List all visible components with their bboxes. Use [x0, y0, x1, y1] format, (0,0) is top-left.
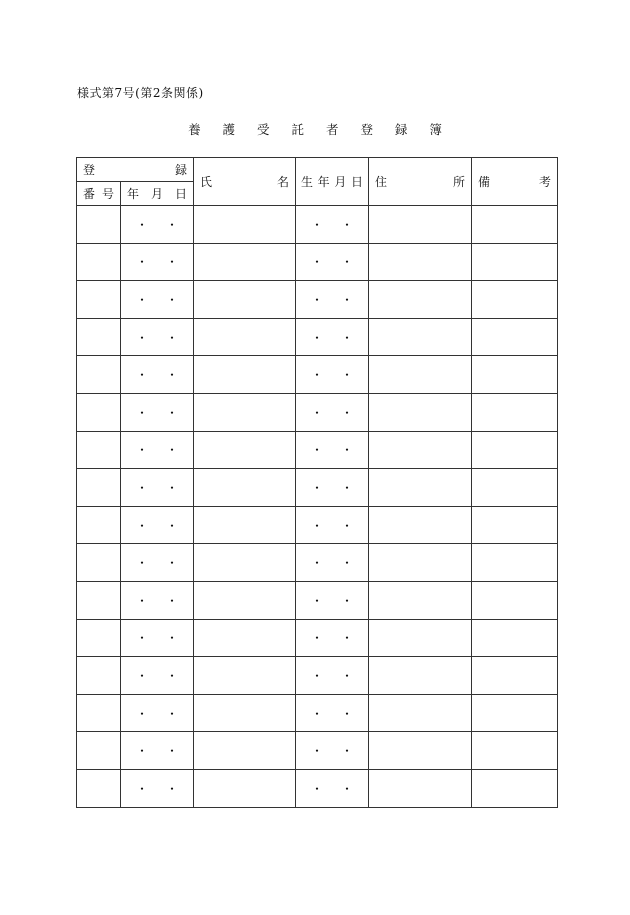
cell-name[interactable] [194, 356, 296, 394]
cell-address[interactable] [369, 769, 472, 807]
table-row [77, 431, 558, 469]
date-dot: ・ [341, 368, 354, 383]
date-separator-dots [121, 479, 193, 496]
date-dot: ・ [135, 255, 148, 270]
cell-name[interactable] [194, 206, 296, 244]
date-dot: ・ [166, 556, 179, 571]
cell-remarks[interactable] [472, 619, 558, 657]
table-row [77, 581, 558, 619]
cell-number[interactable] [77, 281, 121, 319]
cell-name[interactable] [194, 318, 296, 356]
header-birthdate: 生 年 月 日 [296, 158, 369, 206]
cell-address[interactable] [369, 694, 472, 732]
date-separator-dots [121, 366, 193, 383]
cell-name[interactable] [194, 769, 296, 807]
date-dot: ・ [166, 631, 179, 646]
cell-remarks[interactable] [472, 694, 558, 732]
cell-registration-date[interactable] [121, 393, 194, 431]
cell-number[interactable] [77, 318, 121, 356]
date-dot: ・ [166, 405, 179, 420]
date-separator-dots [121, 253, 193, 270]
register-table [76, 157, 558, 808]
date-dot: ・ [310, 593, 323, 608]
cell-address[interactable] [369, 469, 472, 507]
cell-registration-date[interactable] [121, 431, 194, 469]
cell-number[interactable] [77, 657, 121, 695]
date-separator-dots [296, 592, 368, 609]
header-registration: 登 録 [77, 158, 194, 182]
date-dot: ・ [135, 556, 148, 571]
date-dot: ・ [341, 593, 354, 608]
cell-remarks[interactable] [472, 544, 558, 582]
cell-number[interactable] [77, 431, 121, 469]
date-dot: ・ [166, 292, 179, 307]
cell-registration-date[interactable] [121, 732, 194, 770]
date-dot: ・ [310, 368, 323, 383]
table-row [77, 206, 558, 244]
date-separator-dots [121, 441, 193, 458]
date-separator-dots [121, 404, 193, 421]
date-dot: ・ [166, 255, 179, 270]
cell-birthdate[interactable] [296, 694, 369, 732]
cell-registration-date[interactable] [121, 356, 194, 394]
date-dot: ・ [135, 781, 148, 796]
cell-number[interactable] [77, 544, 121, 582]
cell-address[interactable] [369, 732, 472, 770]
cell-name[interactable] [194, 732, 296, 770]
cell-remarks[interactable] [472, 206, 558, 244]
date-dot: ・ [135, 706, 148, 721]
cell-remarks[interactable] [472, 506, 558, 544]
cell-number[interactable] [77, 243, 121, 281]
cell-name[interactable] [194, 506, 296, 544]
header-address: 住 所 [369, 158, 472, 206]
date-dot: ・ [135, 744, 148, 759]
cell-address[interactable] [369, 506, 472, 544]
date-dot: ・ [310, 706, 323, 721]
cell-name[interactable] [194, 694, 296, 732]
cell-address[interactable] [369, 544, 472, 582]
date-separator-dots [296, 629, 368, 646]
cell-name[interactable] [194, 657, 296, 695]
date-dot: ・ [135, 480, 148, 495]
cell-name[interactable] [194, 431, 296, 469]
cell-number[interactable] [77, 469, 121, 507]
cell-registration-date[interactable] [121, 318, 194, 356]
cell-remarks[interactable] [472, 732, 558, 770]
cell-address[interactable] [369, 431, 472, 469]
cell-number[interactable] [77, 732, 121, 770]
date-separator-dots [121, 629, 193, 646]
cell-birthdate[interactable] [296, 393, 369, 431]
cell-registration-date[interactable] [121, 694, 194, 732]
cell-number[interactable] [77, 581, 121, 619]
cell-remarks[interactable] [472, 469, 558, 507]
date-dot: ・ [166, 668, 179, 683]
date-dot: ・ [341, 480, 354, 495]
cell-name[interactable] [194, 469, 296, 507]
date-dot: ・ [341, 668, 354, 683]
cell-registration-date[interactable] [121, 281, 194, 319]
document-title: 養 護 受 託 者 登 録 簿 [188, 122, 451, 137]
date-separator-dots [296, 705, 368, 722]
date-dot: ・ [310, 518, 323, 533]
table-row [77, 243, 558, 281]
date-dot: ・ [135, 443, 148, 458]
date-dot: ・ [310, 330, 323, 345]
date-dot: ・ [341, 217, 354, 232]
cell-registration-date[interactable] [121, 619, 194, 657]
date-dot: ・ [166, 217, 179, 232]
cell-birthdate[interactable] [296, 469, 369, 507]
date-dot: ・ [135, 518, 148, 533]
date-dot: ・ [341, 292, 354, 307]
date-dot: ・ [166, 706, 179, 721]
cell-name[interactable] [194, 544, 296, 582]
date-dot: ・ [135, 217, 148, 232]
cell-number[interactable] [77, 506, 121, 544]
cell-address[interactable] [369, 206, 472, 244]
cell-registration-date[interactable] [121, 581, 194, 619]
cell-number[interactable] [77, 206, 121, 244]
date-dot: ・ [135, 405, 148, 420]
date-separator-dots [296, 366, 368, 383]
table-row [77, 544, 558, 582]
date-dot: ・ [310, 631, 323, 646]
cell-remarks[interactable] [472, 318, 558, 356]
date-dot: ・ [310, 217, 323, 232]
date-separator-dots [121, 667, 193, 684]
date-dot: ・ [310, 405, 323, 420]
cell-registration-date[interactable] [121, 506, 194, 544]
cell-birthdate[interactable] [296, 769, 369, 807]
cell-birthdate[interactable] [296, 431, 369, 469]
table-row [77, 356, 558, 394]
table-row [77, 732, 558, 770]
date-dot: ・ [310, 443, 323, 458]
date-separator-dots [296, 441, 368, 458]
cell-remarks[interactable] [472, 431, 558, 469]
cell-number[interactable] [77, 356, 121, 394]
date-separator-dots [296, 479, 368, 496]
date-separator-dots [296, 742, 368, 759]
date-dot: ・ [310, 255, 323, 270]
cell-address[interactable] [369, 581, 472, 619]
date-dot: ・ [341, 631, 354, 646]
cell-address[interactable] [369, 356, 472, 394]
cell-registration-date[interactable] [121, 243, 194, 281]
table-row [77, 281, 558, 319]
date-dot: ・ [341, 781, 354, 796]
date-dot: ・ [341, 405, 354, 420]
date-dot: ・ [341, 744, 354, 759]
date-dot: ・ [135, 330, 148, 345]
date-separator-dots [121, 216, 193, 233]
cell-address[interactable] [369, 243, 472, 281]
date-separator-dots [121, 742, 193, 759]
header-date: 年 月 日 [121, 182, 194, 206]
date-separator-dots [296, 253, 368, 270]
table-row [77, 619, 558, 657]
date-dot: ・ [341, 443, 354, 458]
date-dot: ・ [341, 330, 354, 345]
date-separator-dots [121, 780, 193, 797]
date-dot: ・ [310, 480, 323, 495]
cell-remarks[interactable] [472, 281, 558, 319]
date-dot: ・ [166, 368, 179, 383]
date-dot: ・ [341, 255, 354, 270]
date-separator-dots [121, 592, 193, 609]
cell-number[interactable] [77, 393, 121, 431]
date-dot: ・ [135, 593, 148, 608]
cell-remarks[interactable] [472, 393, 558, 431]
cell-birthdate[interactable] [296, 657, 369, 695]
cell-remarks[interactable] [472, 657, 558, 695]
cell-registration-date[interactable] [121, 769, 194, 807]
date-separator-dots [296, 554, 368, 571]
date-dot: ・ [341, 556, 354, 571]
table-row [77, 393, 558, 431]
cell-birthdate[interactable] [296, 544, 369, 582]
date-dot: ・ [310, 292, 323, 307]
cell-number[interactable] [77, 619, 121, 657]
cell-birthdate[interactable] [296, 281, 369, 319]
cell-number[interactable] [77, 769, 121, 807]
header-row-top [77, 158, 558, 182]
cell-address[interactable] [369, 393, 472, 431]
cell-birthdate[interactable] [296, 206, 369, 244]
cell-remarks[interactable] [472, 356, 558, 394]
date-separator-dots [296, 667, 368, 684]
date-separator-dots [296, 780, 368, 797]
date-dot: ・ [310, 744, 323, 759]
cell-address[interactable] [369, 281, 472, 319]
table-row [77, 318, 558, 356]
cell-registration-date[interactable] [121, 657, 194, 695]
cell-address[interactable] [369, 318, 472, 356]
date-dot: ・ [166, 781, 179, 796]
header-name: 氏 名 [194, 158, 296, 206]
date-dot: ・ [135, 368, 148, 383]
date-dot: ・ [310, 668, 323, 683]
cell-birthdate[interactable] [296, 243, 369, 281]
table-row [77, 657, 558, 695]
cell-birthdate[interactable] [296, 506, 369, 544]
date-dot: ・ [166, 593, 179, 608]
date-dot: ・ [166, 330, 179, 345]
cell-birthdate[interactable] [296, 318, 369, 356]
date-separator-dots [296, 329, 368, 346]
cell-registration-date[interactable] [121, 469, 194, 507]
date-separator-dots [121, 705, 193, 722]
cell-remarks[interactable] [472, 243, 558, 281]
header-remarks: 備 考 [472, 158, 558, 206]
date-separator-dots [121, 517, 193, 534]
cell-name[interactable] [194, 581, 296, 619]
cell-name[interactable] [194, 243, 296, 281]
table-row [77, 769, 558, 807]
date-separator-dots [121, 329, 193, 346]
date-separator-dots [296, 216, 368, 233]
cell-birthdate[interactable] [296, 619, 369, 657]
header-number: 番 号 [77, 182, 121, 206]
date-dot: ・ [166, 443, 179, 458]
cell-registration-date[interactable] [121, 206, 194, 244]
form-number-label: 様式第7号(第2条関係) [77, 86, 204, 100]
cell-number[interactable] [77, 694, 121, 732]
date-separator-dots [296, 291, 368, 308]
date-dot: ・ [341, 518, 354, 533]
cell-address[interactable] [369, 657, 472, 695]
date-dot: ・ [341, 706, 354, 721]
cell-birthdate[interactable] [296, 356, 369, 394]
date-separator-dots [296, 517, 368, 534]
date-dot: ・ [166, 518, 179, 533]
cell-name[interactable] [194, 393, 296, 431]
cell-remarks[interactable] [472, 581, 558, 619]
cell-address[interactable] [369, 619, 472, 657]
date-dot: ・ [310, 556, 323, 571]
cell-birthdate[interactable] [296, 581, 369, 619]
date-dot: ・ [166, 744, 179, 759]
cell-name[interactable] [194, 619, 296, 657]
date-dot: ・ [310, 781, 323, 796]
date-separator-dots [296, 404, 368, 421]
cell-remarks[interactable] [472, 769, 558, 807]
date-separator-dots [121, 554, 193, 571]
date-dot: ・ [135, 631, 148, 646]
table-row [77, 469, 558, 507]
date-dot: ・ [135, 668, 148, 683]
table-row [77, 694, 558, 732]
cell-name[interactable] [194, 281, 296, 319]
cell-birthdate[interactable] [296, 732, 369, 770]
cell-registration-date[interactable] [121, 544, 194, 582]
date-dot: ・ [135, 292, 148, 307]
table-row [77, 506, 558, 544]
date-separator-dots [121, 291, 193, 308]
date-dot: ・ [166, 480, 179, 495]
